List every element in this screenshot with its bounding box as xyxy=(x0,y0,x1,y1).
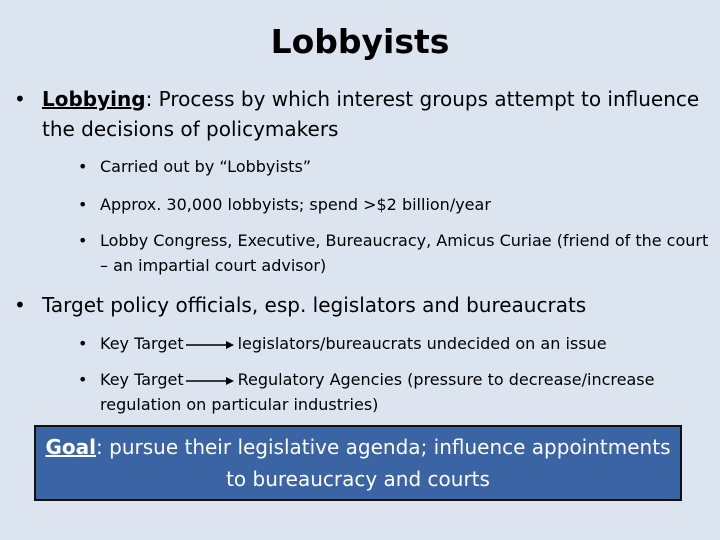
subbullet-key-target-1 xyxy=(78,331,718,356)
key-target-text: Regulatory Agencies (pressure to decrease/increase regulation on particular industries) xyxy=(100,370,655,414)
goal-text: : pursue their legislative agenda; influence appointments to bureaucracy and courts xyxy=(96,435,671,491)
goal-term: Goal xyxy=(45,435,97,459)
definition-lobbying: : Process by which interest groups attempt to influence the decisions of policymakers xyxy=(42,87,700,141)
subbullet-approx: • Approx. 30,000 lobbyists; spend >$2 billion/year xyxy=(78,192,718,217)
bullet-marker: • xyxy=(78,157,88,176)
bullet-marker: • xyxy=(78,231,88,250)
bullet-marker: • xyxy=(78,370,88,389)
term-lobbying: Lobbying xyxy=(42,87,146,111)
bullet-marker: • xyxy=(14,87,26,111)
goal-box xyxy=(34,425,682,501)
bullet-marker: • xyxy=(78,334,88,353)
key-target-label: Key Target xyxy=(100,334,184,353)
subbullet-lobby-congress: • Lobby Congress, Executive, Bureaucracy, Amicus Curiae (friend of the court – an impartial court advisor) xyxy=(78,228,718,278)
right-arrow-icon xyxy=(186,340,234,350)
subbullet-carried-out: • Carried out by “Lobbyists” xyxy=(78,154,718,179)
key-target-text: legislators/bureaucrats undecided on an issue xyxy=(237,334,607,353)
bullet-marker: • xyxy=(14,293,26,317)
bullet-lobbying xyxy=(14,84,704,144)
right-arrow-icon xyxy=(186,376,234,386)
bullet-target: • Target policy officials, esp. legislators and bureaucrats xyxy=(14,290,704,320)
key-target-label: Key Target xyxy=(100,370,184,389)
subbullet-key-target-2 xyxy=(78,367,718,417)
bullet-marker: • xyxy=(78,195,88,214)
slide-title: Lobbyists xyxy=(270,22,450,61)
